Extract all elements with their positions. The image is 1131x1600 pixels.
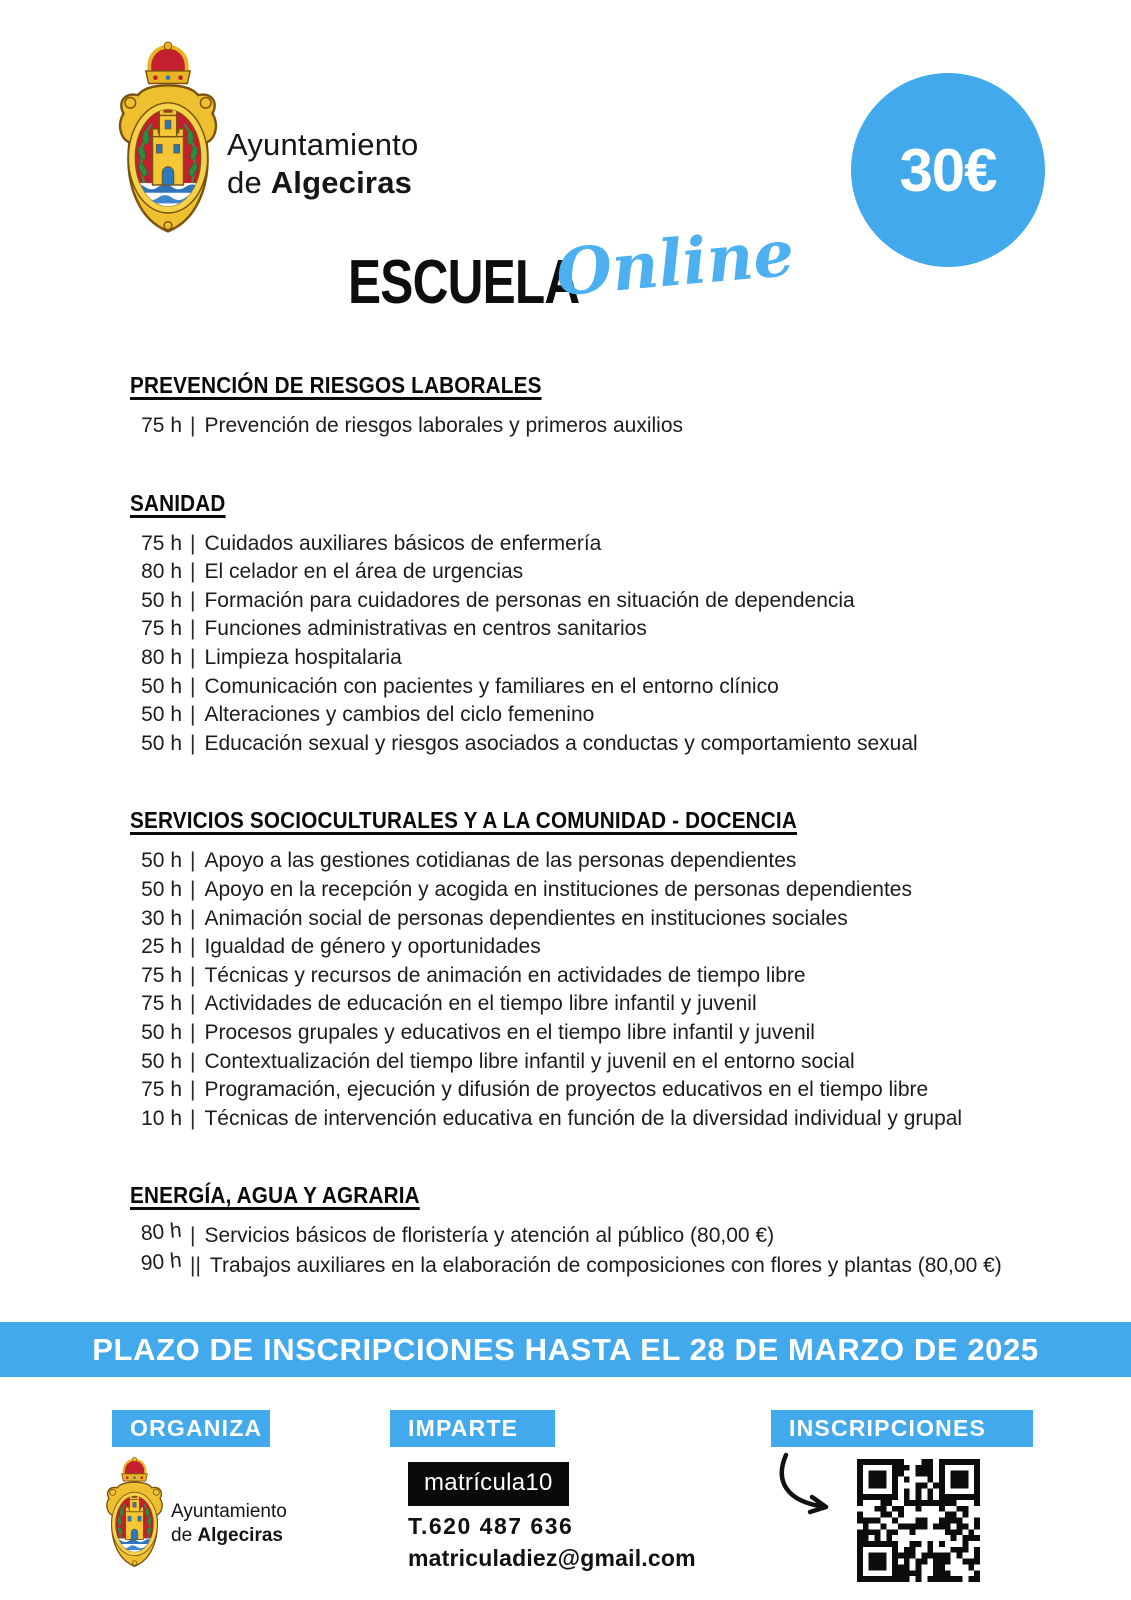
course-hours: 50 h <box>141 1020 182 1044</box>
course-section <box>130 807 1090 1135</box>
course-row <box>130 1078 1090 1107</box>
course-section <box>130 372 1090 443</box>
inscripciones-label: INSCRIPCIONES <box>771 1410 1033 1447</box>
course-row <box>130 935 1090 964</box>
organiza-label: ORGANIZA <box>112 1410 270 1447</box>
course-name: Formación para cuidadores de personas en situación de dependencia <box>204 588 855 612</box>
course-name: Apoyo a las gestiones cotidianas de las personas dependientes <box>204 849 797 873</box>
course-separator: | <box>190 935 196 959</box>
footer-org-name <box>171 1500 287 1548</box>
course-hours: 50 h <box>141 703 182 727</box>
algeciras-coat-of-arms-icon <box>110 40 226 243</box>
course-separator: | <box>190 617 196 641</box>
course-hours: 50 h <box>141 849 182 873</box>
course-separator: | <box>190 849 196 873</box>
qr-code <box>857 1459 980 1582</box>
deadline-banner-text: PLAZO DE INSCRIPCIONES HASTA EL 28 DE MARZO DE 2025 <box>92 1331 1039 1367</box>
course-separator: | <box>190 560 196 584</box>
course-name: Educación sexual y riesgos asociados a conductas y comportamiento sexual <box>204 731 918 755</box>
section-title: PREVENCIÓN DE RIESGOS LABORALES <box>130 372 542 398</box>
course-separator: | <box>190 1049 196 1073</box>
course-name: Comunicación con pacientes y familiares en el entorno clínico <box>204 674 779 698</box>
course-row <box>130 964 1090 993</box>
course-row <box>130 1050 1090 1079</box>
course-hours: 30 h <box>141 906 182 930</box>
course-row <box>130 878 1090 907</box>
price-badge-text: 30€ <box>899 136 997 204</box>
section-title: ENERGÍA, AGUA Y AGRARIA <box>130 1182 420 1209</box>
course-name: Funciones administrativas en centros sanitarios <box>204 617 647 641</box>
contact-email: matriculadiez@gmail.com <box>408 1545 696 1571</box>
matricula10-brand: matrícula10 <box>408 1462 569 1506</box>
course-name: Técnicas y recursos de animación en actividades de tiempo libre <box>204 963 806 987</box>
course-separator: | <box>190 645 196 669</box>
course-row <box>130 589 1090 618</box>
course-hours: 50 h <box>141 731 182 755</box>
course-hours: 50 h <box>141 877 182 901</box>
course-separator: | <box>190 1224 196 1248</box>
course-row <box>130 617 1090 646</box>
course-row <box>130 560 1090 589</box>
course-separator: | <box>190 963 196 987</box>
course-row <box>130 646 1090 675</box>
course-name: Programación, ejecución y difusión de proyectos educativos en el tiempo libre <box>204 1078 929 1102</box>
course-list <box>130 1219 1090 1284</box>
course-name: Animación social de personas dependientes en instituciones sociales <box>204 906 848 930</box>
curved-arrow-icon <box>772 1450 854 1522</box>
course-name: Limpieza hospitalaria <box>204 645 402 669</box>
section-title: SANIDAD <box>130 489 226 516</box>
contact-phone: T.620 487 636 <box>408 1513 574 1539</box>
footer-org-line2: de Algeciras <box>171 1525 283 1546</box>
course-row <box>130 703 1090 732</box>
course-row <box>130 1107 1090 1136</box>
course-hours: 75 h <box>141 414 182 437</box>
course-hours: 50 h <box>141 588 182 612</box>
course-list <box>130 849 1090 1135</box>
course-row <box>130 1249 1090 1284</box>
course-hours: 10 h <box>141 1106 182 1130</box>
course-name: Apoyo en la recepción y acogida en instituciones de personas dependientes <box>204 877 912 901</box>
course-name: Técnicas de intervención educativa en función de la diversidad individual y grupal <box>204 1106 963 1130</box>
course-separator: | <box>190 674 196 698</box>
course-hours: 75 h <box>141 531 182 555</box>
course-separator: | <box>190 1078 196 1102</box>
course-row <box>130 849 1090 878</box>
course-row <box>130 907 1090 936</box>
course-separator: | <box>190 906 196 930</box>
course-separator: | <box>190 531 196 555</box>
course-separator: | <box>190 877 196 901</box>
course-row <box>130 414 1090 443</box>
page-title-escuela: ESCUELA <box>348 248 580 317</box>
course-name: Contextualización del tiempo libre infantil y juvenil en el entorno social <box>204 1049 855 1073</box>
org-name <box>227 126 418 202</box>
org-name-line2: de Algeciras <box>227 165 413 200</box>
course-separator: | <box>190 731 196 755</box>
course-section <box>130 490 1090 761</box>
course-hours: 50 h <box>141 674 182 698</box>
course-hours: 80 h <box>141 645 182 669</box>
course-name: Servicios básicos de floristería y atención al público (80,00 €) <box>204 1224 775 1248</box>
course-name: Actividades de educación en el tiempo libre infantil y juvenil <box>204 992 757 1016</box>
page-title-online: Online <box>553 215 797 312</box>
course-separator: | <box>190 992 196 1016</box>
course-hours: 90 h <box>139 1249 183 1276</box>
course-row <box>130 532 1090 561</box>
course-hours: 25 h <box>141 935 182 959</box>
course-hours: 50 h <box>141 1049 182 1073</box>
course-separator: || <box>190 1254 201 1278</box>
course-hours: 75 h <box>141 617 182 641</box>
section-title: SERVICIOS SOCIOCULTURALES Y A LA COMUNIDAD - DOCENCIA <box>130 807 797 834</box>
course-name: Procesos grupales y educativos en el tiempo libre infantil y juvenil <box>204 1020 815 1044</box>
course-row <box>130 1219 1090 1254</box>
course-separator: | <box>190 588 196 612</box>
course-sections <box>130 372 1090 1331</box>
algeciras-coat-of-arms-icon-small <box>101 1456 168 1573</box>
course-name: Trabajos auxiliares en la elaboración de composiciones con flores y plantas (80,00 €) <box>209 1254 1002 1278</box>
course-list <box>130 532 1090 761</box>
course-hours: 75 h <box>141 992 182 1016</box>
course-list <box>130 414 1090 443</box>
footer-org-line1: Ayuntamiento <box>171 1501 287 1522</box>
price-badge <box>851 73 1045 267</box>
course-separator: | <box>190 703 196 727</box>
course-row <box>130 1021 1090 1050</box>
course-row <box>130 675 1090 704</box>
course-section <box>130 1182 1090 1284</box>
course-hours: 80 h <box>139 1219 183 1246</box>
course-row <box>130 732 1090 761</box>
course-hours: 75 h <box>141 1078 182 1102</box>
course-name: El celador en el área de urgencias <box>204 560 524 584</box>
course-separator: | <box>190 1106 196 1130</box>
org-name-line1: Ayuntamiento <box>227 127 419 162</box>
course-hours: 75 h <box>141 963 182 987</box>
course-row <box>130 992 1090 1021</box>
imparte-label: IMPARTE <box>390 1410 555 1447</box>
course-name: Alteraciones y cambios del ciclo femenino <box>204 703 595 727</box>
course-name: Prevención de riesgos laborales y primeros auxilios <box>204 414 684 437</box>
course-separator: | <box>190 414 196 437</box>
course-hours: 80 h <box>141 560 182 584</box>
course-separator: | <box>190 1020 196 1044</box>
course-name: Igualdad de género y oportunidades <box>204 935 541 959</box>
deadline-banner <box>0 1322 1131 1377</box>
course-name: Cuidados auxiliares básicos de enfermería <box>204 531 602 555</box>
